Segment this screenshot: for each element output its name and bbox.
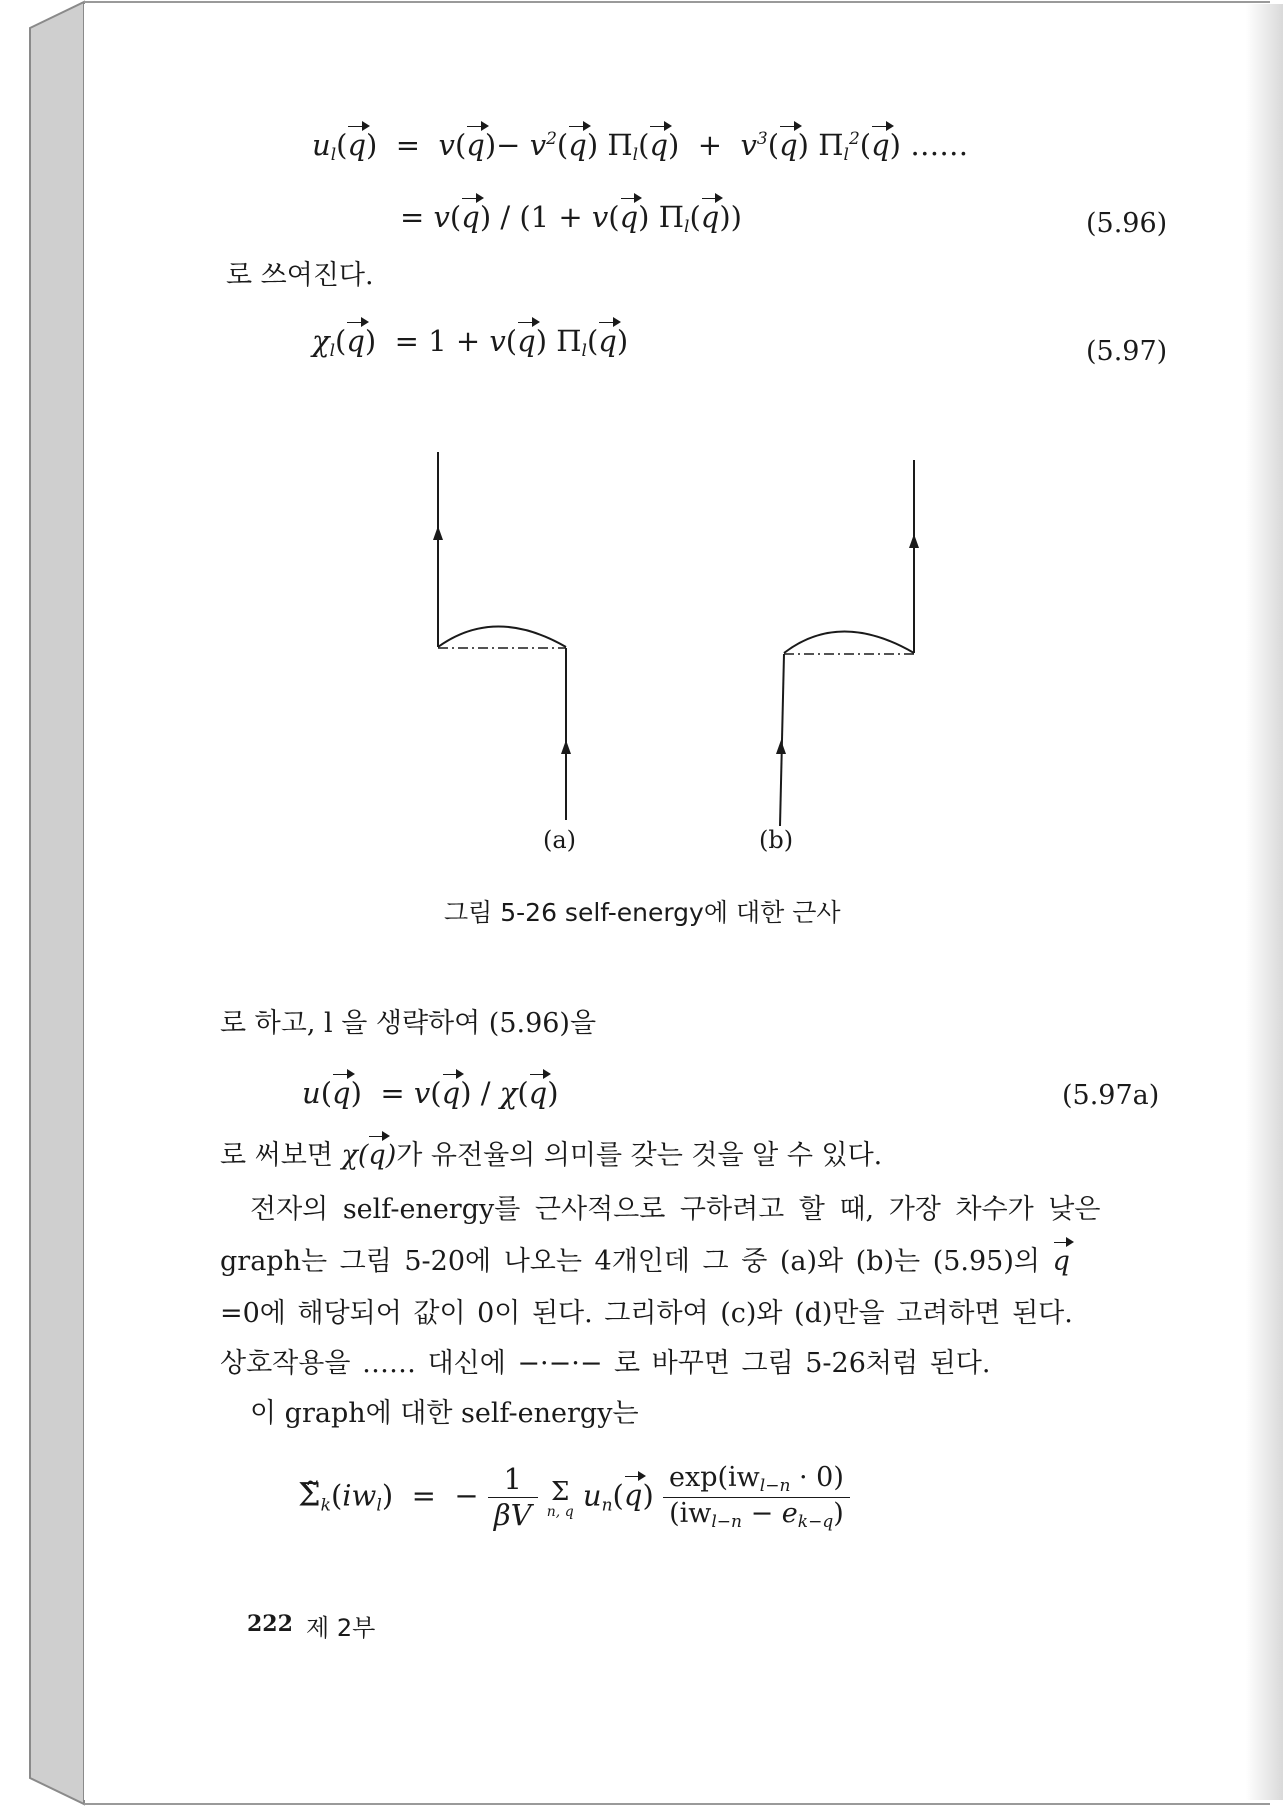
part-label: 제 2부: [306, 1614, 376, 1642]
diagram-a-label: (a): [543, 826, 577, 854]
paragraph-3-line-1: 전자의 self-energy를 근사적으로 구하려고 할 때, 가장 차수가 낮은: [250, 1194, 1101, 1225]
paragraph-3-line-3: =0에 해당되어 값이 0이 된다. 그리하여 (c)와 (d)만을 고려하면 된다.: [220, 1298, 1073, 1329]
diagram-a: [433, 452, 571, 820]
feynman-diagrams-figure: [380, 440, 980, 860]
text-after-5-96: 로 쓰여진다.: [226, 260, 374, 291]
paragraph-3-line-2: graph는 그림 5-20에 나오는 4개인데 그 중 (a)와 (b)는 (5.95)의 q: [220, 1244, 1070, 1280]
equation-5-96-line1: $u_l(q) = v(q)- v^2(q) \Pi_l(q) + v^3(q)$ $\Pi_l^2(q)$ ……: [312, 128, 969, 165]
equation-self-energy: $\Sigmã_k(iw_l)$ = − $\frac{1}{\beta V}$ Σ n, q $u_n(q)$ $\frac{\exp(iw_{l-n} \cdot 0)}{(iw_{l-n} - e_{k-q})}$: [298, 1462, 850, 1533]
page-shadow: [1246, 4, 1283, 1800]
equation-5-96-line2: = v(q) / (1 + v(q) $\Pi_l(q)$): [400, 200, 742, 237]
equation-number-5-96: (5.96): [1086, 208, 1168, 239]
paragraph-3-line-4: 상호작용을 …… 대신에 −·−·− 로 바꾸면 그림 5-26처럼 된다.: [220, 1348, 991, 1379]
page-number: 222: [247, 1611, 293, 1637]
figure-caption: 그림 5-26 self-energy에 대한 근사: [444, 898, 841, 927]
equation-number-5-97: (5.97): [1086, 336, 1168, 367]
diagram-b: [776, 460, 919, 826]
paragraph-1: 로 하고, l 을 생략하여 (5.96)을: [220, 1008, 597, 1039]
paragraph-2: 로 써보면 χ(q)가 유전율의 의미를 갖는 것을 알 수 있다.: [220, 1138, 882, 1174]
paragraph-4: 이 graph에 대한 self-energy는: [250, 1398, 639, 1429]
equation-5-97a: u(q) = v(q) / χ(q): [302, 1076, 559, 1110]
equation-5-97: $\chi_l(q) = 1 + v(q)$ $\Pi_l(q)$: [312, 324, 629, 361]
diagram-b-label: (b): [759, 826, 794, 854]
equation-number-5-97a: (5.97a): [1062, 1080, 1160, 1111]
